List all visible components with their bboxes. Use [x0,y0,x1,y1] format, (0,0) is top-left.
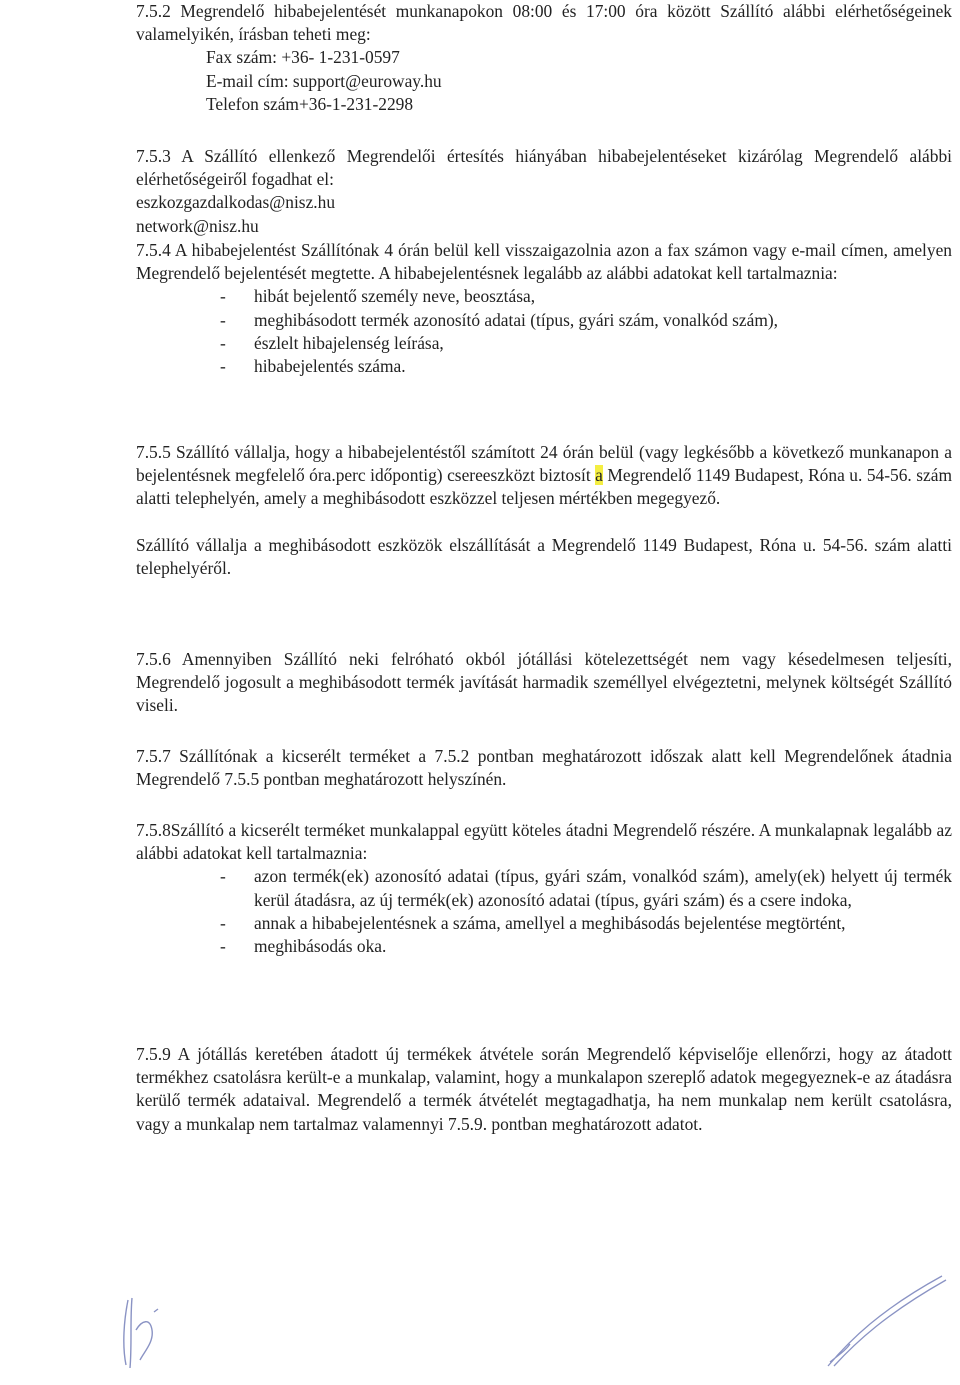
signature-right [820,1270,950,1370]
section-7-5-4 [136,239,952,378]
section-7-5-6-text: 7.5.6 Amennyiben Szállító neki felróható okból jótállási kötelezettségét nem vagy késedelmesen teljesíti, Megrendelő jogosult a meghibásodott termék javítását harmadik személlyel elvégeztetni, melynek költségét Szállító viseli. [136,649,952,716]
section-7-5-7-text: 7.5.7 Szállítónak a kicserélt terméket a 7.5.2 pontban meghatározott időszak alatt kell Megrendelőnek átadnia Megrendelő 7.5.5 pontban meghatározott helyszínén. [136,746,952,790]
section-7-5-5 [136,441,952,580]
section-7-5-3 [136,145,952,238]
section-7-5-8-text: 7.5.8Szállító a kicserélt terméket munkalappal együtt köteles átadni Megrendelő részére. A munkalapnak legalább az alábbi adatokat kell tartalmaznia: [136,820,952,864]
section-7-5-3-text: 7.5.3 A Szállító ellenkező Megrendelői értesítés hiányában hibabejelentéseket kizárólag Megrendelő alábbi elérhetőségeiről fogadhat el: [136,146,952,190]
list-item: - hibát bejelentő személy neve, beosztása, [136,285,952,308]
section-7-5-6 [136,648,952,718]
section-7-5-4-list [136,285,952,378]
list-item: - annak a hibabejelentésnek a száma, amellyel a meghibásodás bejelentése megtörtént, [136,912,952,935]
section-7-5-2 [136,0,952,116]
fax-number: Fax szám: +36- 1-231-0597 [206,47,400,68]
list-item: - hibabejelentés száma. [136,355,952,378]
list-item: - azon termék(ek) azonosító adatai (típus, gyári szám, vonalkód szám), amely(ek) helyett új termék kerül átadásra, az új termék(ek) azonosító adatai (típus, gyári szám) és a csere indoka, [136,865,952,911]
section-7-5-7 [136,745,952,791]
section-7-5-9 [136,1043,952,1136]
section-7-5-5-text: 7.5.5 Szállító vállalja, hogy a hibabejelentéstől számított 24 órán belül (vagy legkésőbb a következő munkanapon a bejelentésnek megfelelő óra.perc időpontig) csereeszközt biztosít a Megrendelő 1149 Budapest, Róna u. 54-56. szám alatti telephelyén, amely a meghibásodott eszközzel teljesen mértékben megegyező. [136,442,952,509]
list-item: - meghibásodott termék azonosító adatai (típus, gyári szám, vonalkód szám), [136,309,952,332]
section-7-5-9-text: 7.5.9 A jótállás keretében átadott új termékek átvétele során Megrendelő képviselője ellenőrzi, hogy az átadott termékhez csatolásra került-e a munkalap, valamint, hogy a munkalapon szereplő adatok megegyeznek-e az átadásra kerülő termék adataival. Megrendelő a termék átvételét megtagadhatja, ha nem munkalap nem került csatolásra, vagy a munkalap nem tartalmaz valamennyi 7.5.9. pontban meghatározott adatot. [136,1044,952,1134]
email-network: network@nisz.hu [136,215,259,236]
section-7-5-4-text: 7.5.4 A hibabejelentést Szállítónak 4 órán belül kell visszaigazolnia azon a fax számon vagy e-mail címen, amelyen Megrendelő bejelentését megtette. A hibabejelentésnek legalább az alábbi adatokat kell tartalmaznia: [136,240,952,284]
phone-number: Telefon szám+36-1-231-2298 [206,93,414,114]
signature-initials-left [110,1290,180,1370]
list-item: - észlelt hibajelenség leírása, [136,332,952,355]
section-7-5-8-list [136,865,952,958]
section-7-5-8 [136,819,952,958]
highlighted-text: a [595,465,603,486]
list-item: - meghibásodás oka. [136,935,952,958]
section-7-5-2-text: 7.5.2 Megrendelő hibabejelentését munkanapokon 08:00 és 17:00 óra között Szállító alábbi elérhetőségeinek valamelyikén, írásban teheti meg: [136,1,952,45]
email-eszkozgazdalkodas: eszkozgazdalkodas@nisz.hu [136,192,336,213]
section-7-5-5-text-2: Szállító vállalja a meghibásodott eszközök elszállítását a Megrendelő 1149 Budapest, Róna u. 54-56. szám alatti telephelyéről. [136,534,952,578]
support-email: E-mail cím: support@euroway.hu [206,70,442,91]
